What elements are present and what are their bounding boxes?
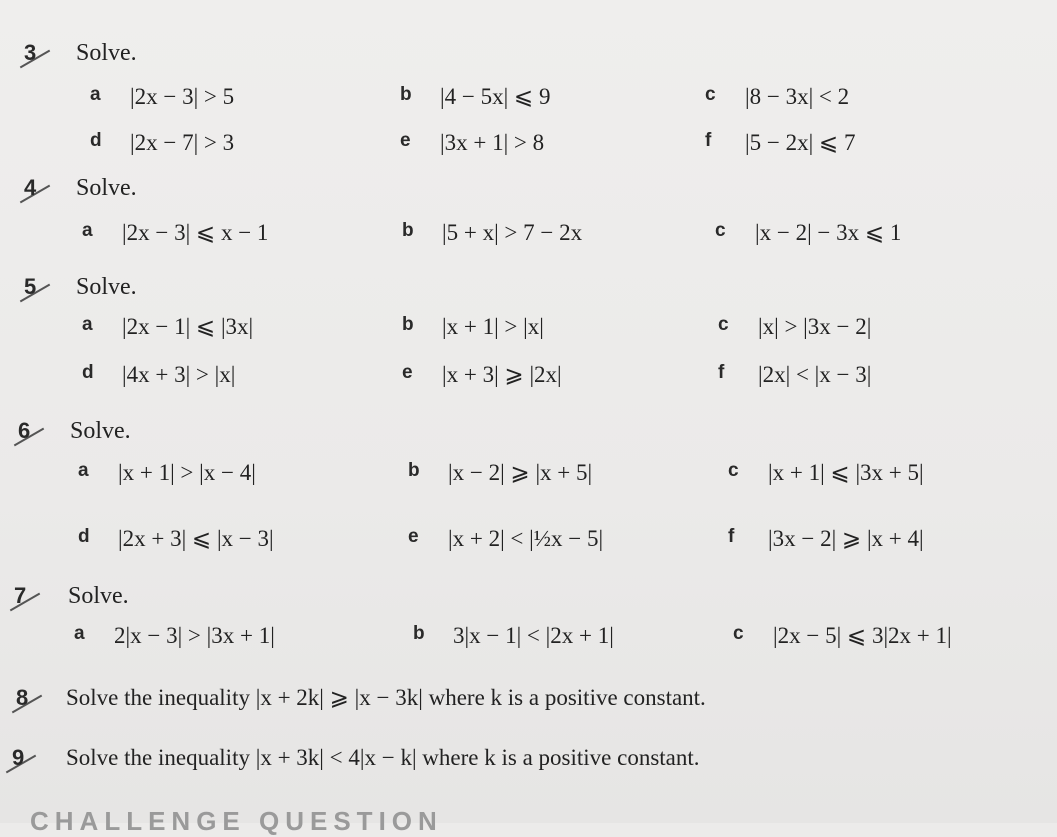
part-label: e <box>408 526 419 547</box>
inequality: |5 + x| > 7 − 2x <box>442 220 583 245</box>
question-number: 9 <box>12 745 25 770</box>
question-number: 4 <box>24 175 37 200</box>
inequality: |4x + 3| > |x| <box>122 362 236 387</box>
question-number: 5 <box>24 274 37 299</box>
inequality: |x + 3| ⩾ |2x| <box>442 362 562 387</box>
inequality: |2x| < |x − 3| <box>758 362 872 387</box>
part-label: a <box>82 314 93 335</box>
question-number: 7 <box>14 583 27 608</box>
inequality: 3|x − 1| < |2x + 1| <box>453 623 614 648</box>
part-label: a <box>74 623 85 644</box>
part-label: c <box>718 314 729 335</box>
inequality: |2x − 5| ⩽ 3|2x + 1| <box>773 623 952 648</box>
part-label: c <box>715 220 726 241</box>
part-label: b <box>400 84 412 105</box>
inequality: |2x − 3| ⩽ x − 1 <box>122 220 269 245</box>
inequality: |x + 1| > |x| <box>442 314 544 339</box>
inequality: |x + 2| < |½x − 5| <box>448 526 604 551</box>
part-label: e <box>402 362 413 383</box>
part-label: a <box>78 460 89 481</box>
question-text: Solve the inequality |x + 3k| < 4|x − k| where k is a positive constant. <box>66 745 700 770</box>
inequality: |x + 1| ⩽ |3x + 5| <box>768 460 924 485</box>
inequality: |x − 2| − 3x ⩽ 1 <box>755 220 902 245</box>
question-title: Solve. <box>70 418 131 444</box>
question-title: Solve. <box>76 274 137 300</box>
part-label: d <box>78 526 90 547</box>
part-label: f <box>705 130 712 151</box>
part-label: b <box>408 460 420 481</box>
inequality: |3x + 1| > 8 <box>440 130 545 155</box>
inequality: |3x − 2| ⩾ |x + 4| <box>768 526 924 551</box>
inequality: |2x − 7| > 3 <box>130 130 235 155</box>
challenge-heading: CHALLENGE QUESTION <box>30 806 443 836</box>
part-label: f <box>728 526 735 547</box>
inequality: |8 − 3x| < 2 <box>745 84 850 109</box>
part-label: b <box>402 220 414 241</box>
part-label: c <box>705 84 716 105</box>
question-title: Solve. <box>68 583 129 609</box>
inequality: |2x + 3| ⩽ |x − 3| <box>118 526 274 551</box>
question-text: Solve the inequality |x + 2k| ⩾ |x − 3k| where k is a positive constant. <box>66 685 706 710</box>
part-label: b <box>402 314 414 335</box>
question-number: 6 <box>18 418 31 443</box>
question-number: 8 <box>16 685 29 710</box>
part-label: c <box>733 623 744 644</box>
part-label: b <box>413 623 425 644</box>
inequality: |5 − 2x| ⩽ 7 <box>745 130 856 155</box>
part-label: a <box>90 84 101 105</box>
part-label: d <box>90 130 102 151</box>
inequality: |x − 2| ⩾ |x + 5| <box>448 460 593 485</box>
inequality: |2x − 3| > 5 <box>130 84 235 109</box>
question-title: Solve. <box>76 175 137 201</box>
inequality: |x| > |3x − 2| <box>758 314 872 339</box>
question-number: 3 <box>24 40 37 65</box>
part-label: c <box>728 460 739 481</box>
inequality: |x + 1| > |x − 4| <box>118 460 256 485</box>
inequality: 2|x − 3| > |3x + 1| <box>114 623 275 648</box>
inequality: |4 − 5x| ⩽ 9 <box>440 84 551 109</box>
inequality: |2x − 1| ⩽ |3x| <box>122 314 254 339</box>
part-label: d <box>82 362 94 383</box>
part-label: a <box>82 220 93 241</box>
part-label: f <box>718 362 725 383</box>
question-title: Solve. <box>76 40 137 66</box>
part-label: e <box>400 130 411 151</box>
